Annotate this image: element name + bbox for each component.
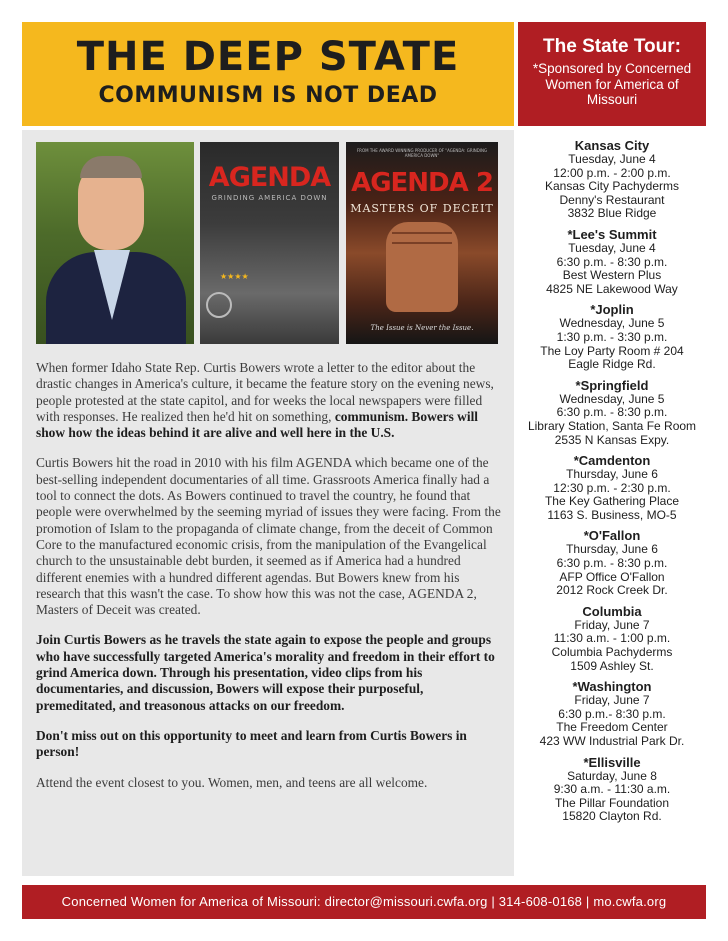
tour-stop [518,679,706,748]
stop-city: *Washington [572,679,652,695]
page-title: THE DEEP STATE [76,34,460,80]
agenda2-poster-subtitle: MASTERS OF DECEIT [350,202,494,215]
stop-time: 6:30 p.m.- 8:30 p.m. [558,706,666,721]
tour-title: The State Tour: [543,36,681,57]
agenda2-poster-credit: FROM THE AWARD WINNING PRODUCER OF "AGENDA: GRINDING AMERICA DOWN" [356,148,488,158]
tour-stop [518,453,706,522]
stop-address: 4825 NE Lakewood Way [546,281,678,296]
stop-address: 15820 Clayton Rd. [562,809,662,824]
stop-time: 11:30 a.m. - 1:00 p.m. [553,631,671,646]
agenda-poster-title: AGENDA [208,162,331,193]
stop-time: 12:00 p.m. - 2:00 p.m. [553,165,671,180]
stop-day: Wednesday, June 5 [559,316,665,331]
speaker-photo [36,142,194,344]
stop-city: *Ellisville [583,754,641,770]
rating-stars-icon: ★★★★ [220,272,249,281]
agenda2-poster-title: AGENDA 2 [351,168,493,198]
stop-day: Friday, June 7 [574,693,650,708]
stop-time: 6:30 p.m. - 8:30 p.m. [556,405,668,420]
stop-address: Eagle Ridge Rd. [568,357,656,372]
stop-venue: Kansas City Pachyderms [544,179,680,194]
stop-venue: AFP Office O'Fallon [559,569,665,584]
stop-day: Friday, June 7 [574,617,650,632]
stop-address: 1509 Ashley St. [570,658,654,673]
portrait-hair [80,156,142,178]
header-banner [22,22,514,126]
stop-venue: Library Station, Santa Fe Room [527,418,697,433]
article-body [36,360,502,805]
paragraph-history: Curtis Bowers hit the road in 2010 with his film AGENDA which became one of the best-selling independent documentaries of all time. Grassroots America finally had a tool to connect the dots. As Bowers continued to travel the country, he found that people were overwhelmed by the seeming myriad of issues they were facing. From the promotion of Islam to the propaganda of climate change, from the deceit of Common Core to the manufactured economic crisis, from the manipulation of the Evangelical church to the unsustainable debt burden, it seemed as if America had a hundred different enemies with a hundred different agendas. But Bowers knew from his research that this wasn't the case. To show how this was not the case, AGENDA 2, Masters of Deceit was created. [36,455,501,618]
agenda2-poster [346,142,498,344]
footer-contact: Concerned Women for America of Missouri: director@missouri.cwfa.org | 314-608-0168 | mo.cwfa.org [22,885,706,919]
stop-day: Tuesday, June 4 [568,152,656,166]
award-laurel-icon [206,292,232,318]
agenda-poster [200,142,339,344]
stop-day: Thursday, June 6 [566,467,658,482]
stop-city: Columbia [582,603,642,619]
stop-city: Kansas City [574,138,650,153]
stop-time: 6:30 p.m. - 8:30 p.m. [556,254,668,269]
paragraph-join: Join Curtis Bowers as he travels the state again to expose the people and groups who have successfully targeted America's morality and freedom in their effort to grind America down. Through his presentation, video clips from his documentaries, and discussion, Bowers will expose their purposeful, premeditated, and treasonous attacks on our freedom. [36,632,495,713]
tour-stop [518,138,706,221]
stop-address: 3832 Blue Ridge [567,206,657,221]
stop-venue: The Key Gathering Place [544,494,680,509]
paragraph-intro [36,360,502,441]
page-subtitle: COMMUNISM IS NOT DEAD [98,83,438,108]
tour-sponsor: *Sponsored by Concerned Women for America of Missouri [532,61,692,107]
stop-venue: The Freedom Center [556,720,668,735]
stop-time: 12:30 p.m. - 2:30 p.m. [553,480,671,495]
stop-address: 2535 N Kansas Expy. [554,432,670,447]
main-content [22,130,514,876]
stop-day: Tuesday, June 4 [568,240,656,255]
paragraph-intro-emphasis: communism. Bowers will show how the ideas behind it are alive and well here in the U.S. [36,408,479,441]
stop-time: 1:30 p.m. - 3:30 p.m. [556,329,668,344]
stop-venue: Best Western Plus [562,268,662,283]
stop-city: *Camdenton [573,453,651,469]
stop-day: Wednesday, June 5 [559,391,665,406]
paragraph-intro-text: When former Idaho State Rep. Curtis Bowers wrote a letter to the editor about the drastic changes in America's culture, it became the feature story on the evening news, people protested at the state capitol, and for weeks the local newspapers were filled with responses. He realized then he'd hit on something, [36,360,494,424]
tour-stop [518,604,706,673]
paragraph-attend: Attend the event closest to you. Women, men, and teens are all welcome. [36,774,428,790]
tour-stop [518,378,706,447]
stop-city: *Springfield [575,377,649,393]
stop-address: 423 WW Industrial Park Dr. [539,734,685,748]
stop-city: *Joplin [590,302,634,318]
tour-stop [518,302,706,371]
stop-venue: Columbia Pachyderms [551,645,673,660]
stop-address: 2012 Rock Creek Dr. [556,583,668,598]
stop-venue: The Pillar Foundation [554,795,670,810]
stop-venue: The Loy Party Room # 204 [540,343,684,358]
agenda2-poster-tagline: The Issue is Never the Issue. [370,324,474,332]
stop-time: 6:30 p.m. - 8:30 p.m. [556,556,668,571]
tour-stop [518,227,706,296]
paragraph-dont-miss: Don't miss out on this opportunity to meet and learn from Curtis Bowers in person! [36,727,467,760]
raised-fist-icon [386,222,458,312]
tour-schedule [518,138,706,830]
stop-day: Thursday, June 6 [566,542,658,557]
tour-stop [518,755,706,824]
stop-city: *Lee's Summit [567,226,657,242]
stop-city: *O'Fallon [583,528,641,544]
agenda-poster-subtitle: GRINDING AMERICA DOWN [211,194,328,202]
stop-address: 1163 S. Business, MO-5 [547,507,677,522]
tour-stop [518,528,706,597]
stop-day: Saturday, June 8 [567,768,657,783]
stop-time: 9:30 a.m. - 11:30 a.m. [553,782,671,797]
tour-box [518,22,706,126]
stop-place: Denny's Restaurant [559,192,665,207]
